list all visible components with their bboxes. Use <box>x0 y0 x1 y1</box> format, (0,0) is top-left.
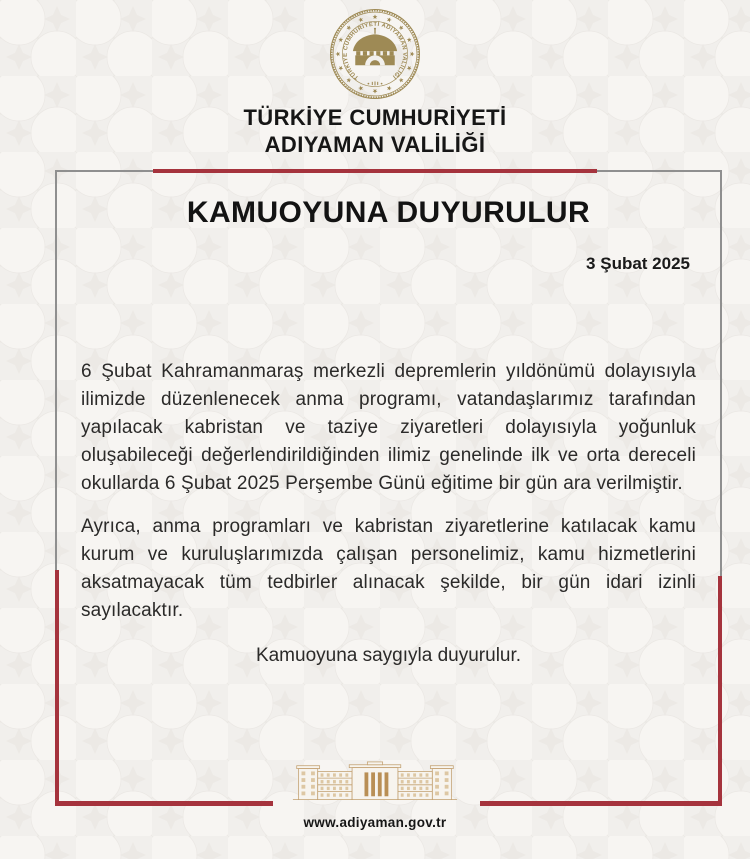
org-country-line: TÜRKİYE CUMHURİYETİ <box>243 105 507 130</box>
announcement-date: 3 Şubat 2025 <box>586 254 690 273</box>
closing-line: Kamuoyuna saygıyla duyurulur. <box>255 645 522 666</box>
government-building-icon <box>285 760 465 802</box>
seal-separator <box>368 81 383 85</box>
website-url: www.adiyaman.gov.tr <box>303 815 447 830</box>
frame-border-bottom-left <box>55 801 273 806</box>
seal-center-monument-icon <box>353 28 397 66</box>
announcement-paragraph: Ayrıca, anma programları ve kabristan ziyaretlerine katılacak kamu kurum ve kuruluşlarımızda çalışan personelimiz, kamu hizmetlerini aksatmayacak tüm tedbirler alınacak şekilde, bir gün idari izinli sayılacaktır. <box>81 516 696 621</box>
announcement-content <box>55 170 722 670</box>
governorship-seal-icon <box>328 7 422 101</box>
header-organization <box>0 104 750 158</box>
announcement-body <box>81 358 696 670</box>
seal-circular-text: TÜRKİYE CUMHURİYETİ ADIYAMAN VALİLİĞİ <box>342 21 408 81</box>
org-governorship-line: ADIYAMAN VALİLİĞİ <box>264 132 486 157</box>
announcement-paragraph: 6 Şubat Kahramanmaraş merkezli depremlerin yıldönümü dolayısıyla ilimizde düzenlenecek anma programı, vatandaşlarımız tarafından yapılacak kabristan ve taziye ziyaretleri dolayısıyla yoğunluk oluşabileceği değerlendirildiğinden ilimiz genelinde ilk ve orta dereceli okullarda 6 Şubat 2025 Perşembe Günü eğitime bir gün ara verilmiştir. <box>81 361 696 494</box>
announcement-title: KAMUOYUNA DUYURULUR <box>186 196 591 229</box>
frame-border-bottom-right <box>480 801 722 806</box>
